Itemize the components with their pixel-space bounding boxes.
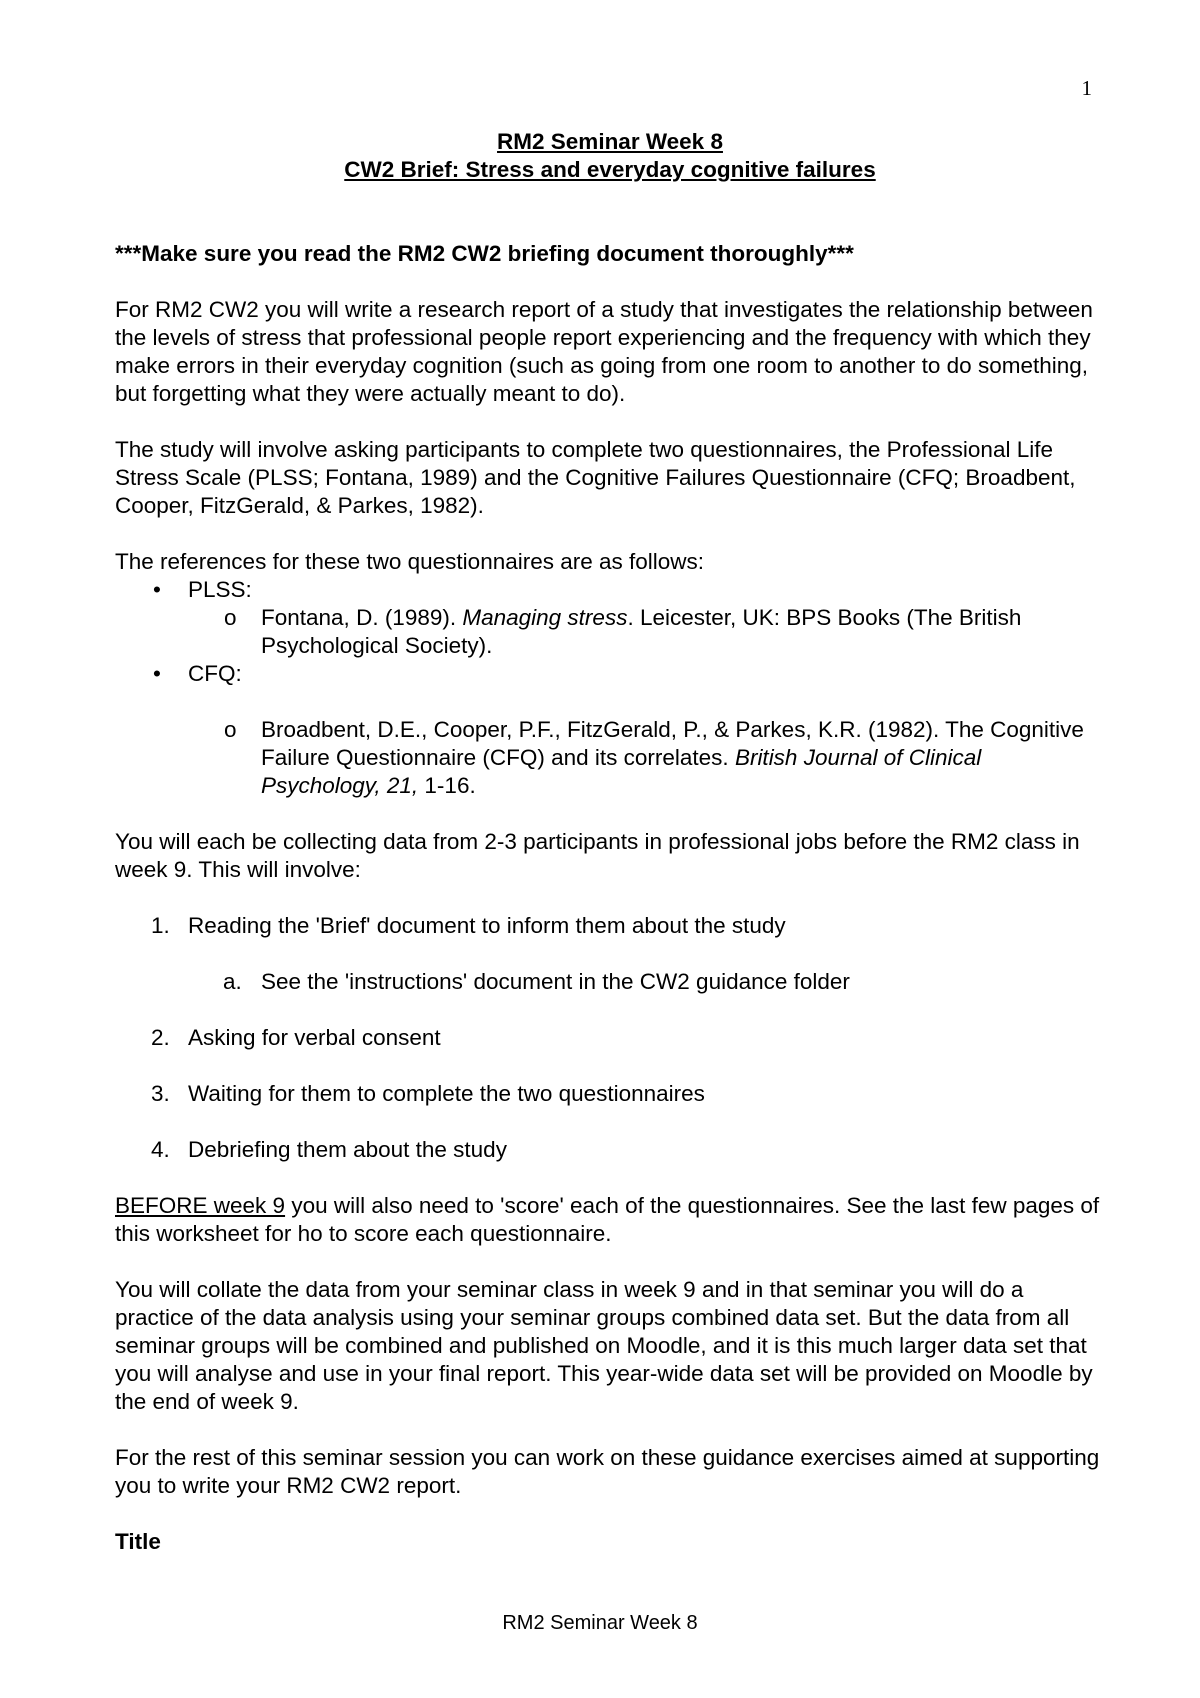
page-subtitle: CW2 Brief: Stress and everyday cognitive failures	[344, 157, 876, 182]
page-title: RM2 Seminar Week 8	[497, 129, 723, 154]
list-item: 1. Reading the 'Brief' document to inform them about the study a. See the 'instructions' document in the CW2 guidance folder	[115, 912, 1105, 996]
document-body	[115, 128, 1105, 1556]
reference-entry: o Fontana, D. (1989). Managing stress. Leicester, UK: BPS Books (The British Psychological Society).	[224, 605, 1022, 658]
page-footer: RM2 Seminar Week 8	[502, 1612, 698, 1634]
bullet-icon: •	[153, 661, 161, 686]
references-list	[115, 576, 1105, 800]
sub-bullet-icon: o	[224, 717, 237, 742]
title-block	[115, 128, 1105, 184]
bullet-icon: •	[153, 577, 161, 602]
reference-entry: o Broadbent, D.E., Cooper, P.F., FitzGerald, P., & Parkes, K.R. (1982). The Cognitive Failure Questionnaire (CFQ) and its correlates. British Journal of Clinical Psychology, 21, 1-16.	[224, 717, 1084, 798]
collection-paragraph: You will each be collecting data from 2-3 participants in professional jobs before the RM2 class in week 9. This will involve:	[115, 829, 1080, 882]
reference-label: CFQ:	[188, 661, 242, 686]
list-item: 3. Waiting for them to complete the two questionnaires	[151, 1081, 705, 1106]
page-number: 1	[1081, 76, 1092, 100]
rest-paragraph: For the rest of this seminar session you can work on these guidance exercises aimed at supporting you to write your RM2 CW2 report.	[115, 1445, 1100, 1498]
scoring-paragraph: BEFORE week 9 you will also need to 'score' each of the questionnaires. See the last few pages of this worksheet for ho to score each questionnaire.	[115, 1193, 1100, 1246]
study-paragraph: The study will involve asking participants to complete two questionnaires, the Professional Life Stress Scale (PLSS; Fontana, 1989) and the Cognitive Failures Questionnaire (CFQ; Broadbent, Cooper, FitzGerald, & Parkes, 1982).	[115, 437, 1076, 518]
list-item: a. See the 'instructions' document in the CW2 guidance folder	[223, 969, 850, 994]
list-item: 4. Debriefing them about the study	[151, 1137, 507, 1162]
collate-paragraph: You will collate the data from your seminar class in week 9 and in that seminar you will do a practice of the data analysis using your seminar groups combined data set. But the data from all seminar groups will be combined and published on Moodle, and it is this much larger data set that you will analyse and use in your final report. This year-wide data set will be provided on Moodle by the end of week 9.	[115, 1277, 1093, 1414]
steps-list	[115, 912, 1105, 1164]
list-item	[115, 576, 1105, 660]
notice-text: ***Make sure you read the RM2 CW2 briefing document thoroughly***	[115, 241, 854, 266]
sub-bullet-icon: o	[224, 605, 237, 630]
references-intro: The references for these two questionnaires are as follows:	[115, 549, 705, 574]
list-item: 2. Asking for verbal consent	[151, 1025, 441, 1050]
section-heading: Title	[115, 1529, 161, 1554]
intro-paragraph: For RM2 CW2 you will write a research report of a study that investigates the relationship between the levels of stress that professional people report experiencing and the frequency with which they make errors in their everyday cognition (such as going from one room to another to do something, but forgetting what they were actually meant to do).	[115, 297, 1093, 406]
reference-label: PLSS:	[188, 577, 252, 602]
list-item	[115, 660, 1105, 800]
